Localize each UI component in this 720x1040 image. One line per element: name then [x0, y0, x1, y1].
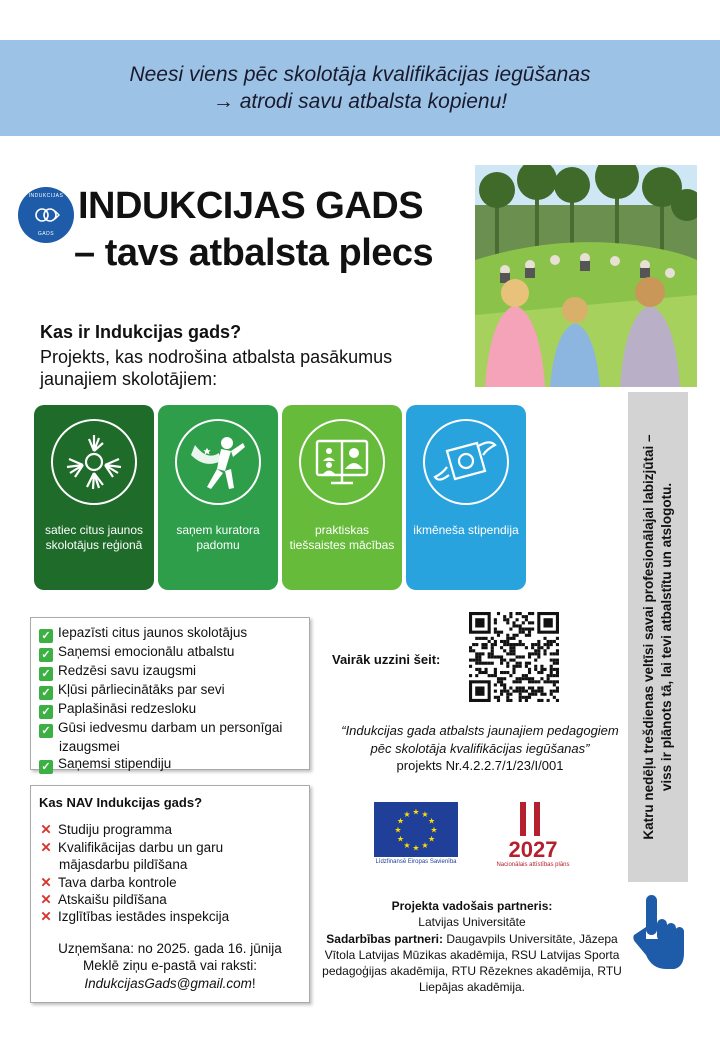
cross-icon: ✕	[40, 909, 52, 925]
admission-date: Uzņemšana: no 2025. gada 16. jūnija	[58, 940, 282, 956]
svg-text:★: ★	[394, 825, 402, 835]
contact-prompt: Meklē ziņu e-pastā vai raksti:	[82, 958, 258, 974]
side-note-line-2: viss ir plānots tā, lai tevi atbalstītu un atslogotu.	[659, 482, 674, 792]
svg-text:★: ★	[421, 809, 429, 819]
more-info-label: Vairāk uzzini šeit:	[332, 652, 441, 667]
lead-partner: Latvijas Universitāte	[418, 915, 526, 930]
list-item: ✕ Atskaišu pildīšana	[40, 892, 167, 908]
list-item: ✓ Iepazīsti citus jaunos skolotājus	[39, 624, 301, 643]
pointing-hand-icon	[632, 893, 686, 971]
check-icon: ✓	[39, 705, 53, 719]
flying-money-icon	[425, 421, 507, 503]
project-info	[340, 722, 620, 775]
svg-text:★: ★	[430, 825, 438, 835]
check-icon: ✓	[39, 724, 53, 738]
list-item: ✓ Gūsi iedvesmu darbam un personīgai	[39, 719, 301, 738]
check-icon: ✓	[39, 760, 53, 774]
what-is-question: Kas ir Indukcijas gads?	[40, 322, 242, 342]
check-icon: ✓	[39, 686, 53, 700]
partners-info	[322, 898, 622, 996]
main-subtitle: – tavs atbalsta plecs	[74, 232, 434, 274]
list-item: ✓ Kļūsi pārliecinātāks par sevi	[39, 681, 301, 700]
online-learning-icon	[301, 421, 383, 503]
banner-line-1: Neesi viens pēc skolotāja kvalifikācijas iegūšanas	[129, 63, 591, 86]
svg-text:★: ★	[412, 807, 420, 817]
tile-monthly-stipend	[406, 405, 526, 590]
rings-icon	[31, 205, 61, 225]
project-title: “Indukcijas gada atbalsts jaunajiem pedagogiem pēc skolotāja kvalifikācijas iegūšanas”	[341, 723, 619, 756]
svg-text:★: ★	[428, 834, 436, 844]
list-item: ✕ Kvalifikācijas darbu un garu	[40, 839, 224, 855]
tile-online-learning	[282, 405, 402, 590]
hands-icon	[53, 421, 135, 503]
list-item: ✕ Tava darba kontrole	[40, 874, 177, 890]
project-description: Projekts, kas nodrošina atbalsta pasākumus jaunajiem skolotājiem:	[40, 347, 393, 389]
banner-line-2: → atrodi savu atbalsta kopienu!	[212, 90, 508, 113]
logo-top-text: INDUKCIJAS	[28, 193, 64, 199]
np-year: 2027	[508, 837, 558, 860]
induction-year-logo	[18, 187, 74, 243]
tile-mentor-advice	[158, 405, 278, 590]
logo-bottom-text: GADS	[37, 231, 55, 237]
list-item-continuation: mājasdarbu pildīšana	[59, 857, 188, 873]
list-item: ✓ Saņemsi emocionālu atbalstu	[39, 643, 301, 662]
tile-label: ikmēneša stipendija	[413, 523, 519, 537]
list-item: ✓ Redzēsi savu izaugsmi	[39, 662, 301, 681]
not-section	[30, 785, 310, 1003]
list-item-continuation: izaugsmei	[59, 739, 120, 754]
cross-icon: ✕	[40, 822, 52, 838]
svg-text:★: ★	[396, 816, 404, 826]
eu-stars-icon	[374, 802, 458, 857]
email-link[interactable]: IndukcijasGads@gmail.com	[84, 975, 252, 991]
lead-partner-label: Projekta vadošais partneris:	[391, 899, 553, 913]
list-item: ✕ Studiju programma	[40, 822, 173, 838]
svg-text:★: ★	[403, 809, 411, 819]
cross-icon: ✕	[40, 874, 52, 890]
check-icon: ✓	[39, 629, 53, 643]
qr-code[interactable]	[469, 612, 559, 702]
eu-flag-logo	[374, 802, 458, 857]
check-icon: ✓	[39, 667, 53, 681]
svg-text:★: ★	[396, 834, 404, 844]
top-banner	[0, 40, 720, 136]
svg-text:★: ★	[412, 843, 420, 853]
list-item: ✕ Izglītības iestādes inspekcija	[40, 909, 230, 925]
eu-caption: Līdzfinansē Eiropas Savienība	[375, 859, 457, 865]
tile-label: satiec citus jaunos skolotājus reģionā	[44, 523, 144, 552]
tile-meet-teachers	[34, 405, 154, 590]
group-photo	[475, 165, 697, 387]
cross-icon: ✕	[40, 839, 52, 855]
tile-label: saņem kuratora padomu	[176, 523, 260, 552]
svg-text:★: ★	[428, 816, 436, 826]
superhero-icon	[177, 421, 259, 503]
np-caption: Nacionālais attīstības plāns	[496, 862, 570, 868]
side-note-line-1: Katru nedēļu trešdienas veltīsi savai profesionālajai labizjūtai –	[641, 434, 656, 840]
national-plan-logo	[498, 800, 568, 860]
svg-text:★: ★	[403, 841, 411, 851]
cross-icon: ✕	[40, 892, 52, 908]
admission-info: Uzņemšana: no 2025. gada 16. jūnija Meklē ziņu e-pastā vai raksti: IndukcijasGads@gmail.com!	[39, 940, 301, 992]
main-title: INDUKCIJAS GADS	[78, 185, 424, 227]
list-item: ✓ Paplašināsi redzesloku	[39, 700, 301, 719]
svg-text:★: ★	[421, 841, 429, 851]
tile-label: praktiskas tiešsaistes mācības	[289, 523, 395, 552]
project-number: projekts Nr.4.2.2.7/1/23/I/001	[396, 758, 564, 773]
list-item: ✓ Saņemsi stipendiju	[39, 755, 301, 774]
coop-partners: Sadarbības partneri: Daugavpils Universitāte, Jāzepa Vītola Latvijas Mūzikas akadēmija, RSU Latvijas Sporta pedagoģijas akadēmija, RTU Rēzeknes akadēmija, RTU Liepājas akadēmija.	[322, 931, 622, 995]
side-note	[640, 397, 676, 877]
benefits-list	[30, 617, 310, 774]
check-icon: ✓	[39, 648, 53, 662]
not-section-title: Kas NAV Indukcijas gads?	[39, 795, 203, 810]
